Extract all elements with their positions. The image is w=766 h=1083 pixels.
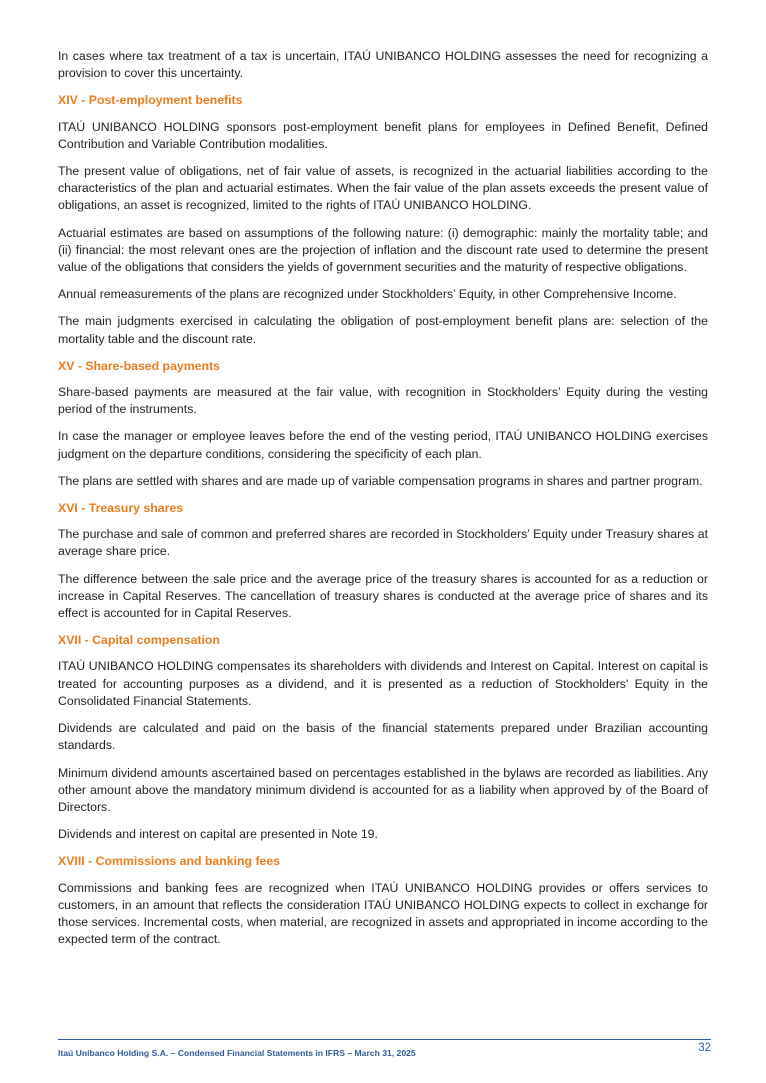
paragraph: Annual remeasurements of the plans are recognized under Stockholders’ Equity, in other Comprehensive Income. <box>58 287 677 302</box>
paragraph: Actuarial estimates are based on assumptions of the following nature: (i) demographic: mainly the mortality table; and (ii) financial: the most relevant ones are the projection of inflation and the discount rate used to determine the present value of the obligations that considers the yields of government securities and the maturity of respective obligations. <box>58 225 708 275</box>
section-intro <box>58 48 708 82</box>
section-heading: XVI - Treasury shares <box>58 501 184 516</box>
paragraph: ITAÚ UNIBANCO HOLDING compensates its shareholders with dividends and Interest on Capital. Interest on capital is treated for accounting purposes as a dividend, and it is presented as a reduction of Stockholders' Equity in the Consolidated Financial Statements. <box>58 659 708 708</box>
paragraph: Dividends and interest on capital are presented in Note 19. <box>58 827 378 842</box>
section-heading: XVII - Capital compensation <box>58 633 220 648</box>
section-heading: XIV - Post-employment benefits <box>58 93 243 108</box>
paragraph: Share-based payments are measured at the fair value, with recognition in Stockholders’ Equity during the vesting period of the instruments. <box>58 385 708 417</box>
footer-text: Itaú Unibanco Holding S.A. – Condensed Financial Statements in IFRS – March 31, 2025 <box>58 1048 416 1058</box>
section-treasury-shares <box>58 500 708 622</box>
section-heading: XVIII - Commissions and banking fees <box>58 854 281 869</box>
paragraph: The plans are settled with shares and are made up of variable compensation programs in shares and partner program. <box>58 473 703 488</box>
paragraph: ITAÚ UNIBANCO HOLDING sponsors post-employment benefit plans for employees in Defined Benefit, Defined Contribution and Variable Contribution modalities. <box>58 119 708 151</box>
section-heading: XV - Share-based payments <box>58 358 220 373</box>
page-footer <box>58 1039 711 1061</box>
paragraph: In cases where tax treatment of a tax is uncertain, ITAÚ UNIBANCO HOLDING assesses the need for recognizing a provision to cover this uncertainty. <box>58 49 708 81</box>
paragraph: The main judgments exercised in calculating the obligation of post-employment benefit plans are: selection of the mortality table and the discount rate. <box>58 314 708 346</box>
section-post-employment-benefits <box>58 92 708 347</box>
paragraph: The difference between the sale price and the average price of the treasury shares is accounted for as a reduction or increase in Capital Reserves. The cancellation of treasury shares is conducted at the average price of shares and its effect is accounted for in Capital Reserves. <box>58 571 708 621</box>
section-capital-compensation <box>58 632 708 843</box>
paragraph: The purchase and sale of common and preferred shares are recorded in Stockholders’ Equity under Treasury shares at average share price. <box>58 527 708 559</box>
paragraph: The present value of obligations, net of fair value of assets, is recognized in the actuarial liabilities according to the characteristics of the plan and actuarial estimates. When the fair value of the plan assets exceeds the present value of obligations, an asset is recognized, limited to the rights of ITAÚ UNIBANCO HOLDING. <box>58 164 708 213</box>
paragraph: Dividends are calculated and paid on the basis of the financial statements prepared under Brazilian accounting standards. <box>58 721 708 753</box>
page-number: 32 <box>698 1042 711 1054</box>
paragraph: Commissions and banking fees are recognized when ITAÚ UNIBANCO HOLDING provides or offers services to customers, in an amount that reflects the consideration ITAÚ UNIBANCO HOLDING expects to collect in exchange for those services. Incremental costs, when material, are recognized in assets and appropriated in income according to the expected term of the contract. <box>58 880 708 947</box>
paragraph: Minimum dividend amounts ascertained based on percentages established in the bylaws are recorded as liabilities. Any other amount above the mandatory minimum dividend is accounted for as a liability when approved by of the Board of Directors. <box>58 765 708 814</box>
document-body <box>58 48 708 958</box>
section-commissions-banking-fees <box>58 853 708 948</box>
section-share-based-payments <box>58 358 708 490</box>
paragraph: In case the manager or employee leaves before the end of the vesting period, ITAÚ UNIBANCO HOLDING exercises judgment on the departure conditions, considering the specificity of each plan. <box>58 429 708 461</box>
